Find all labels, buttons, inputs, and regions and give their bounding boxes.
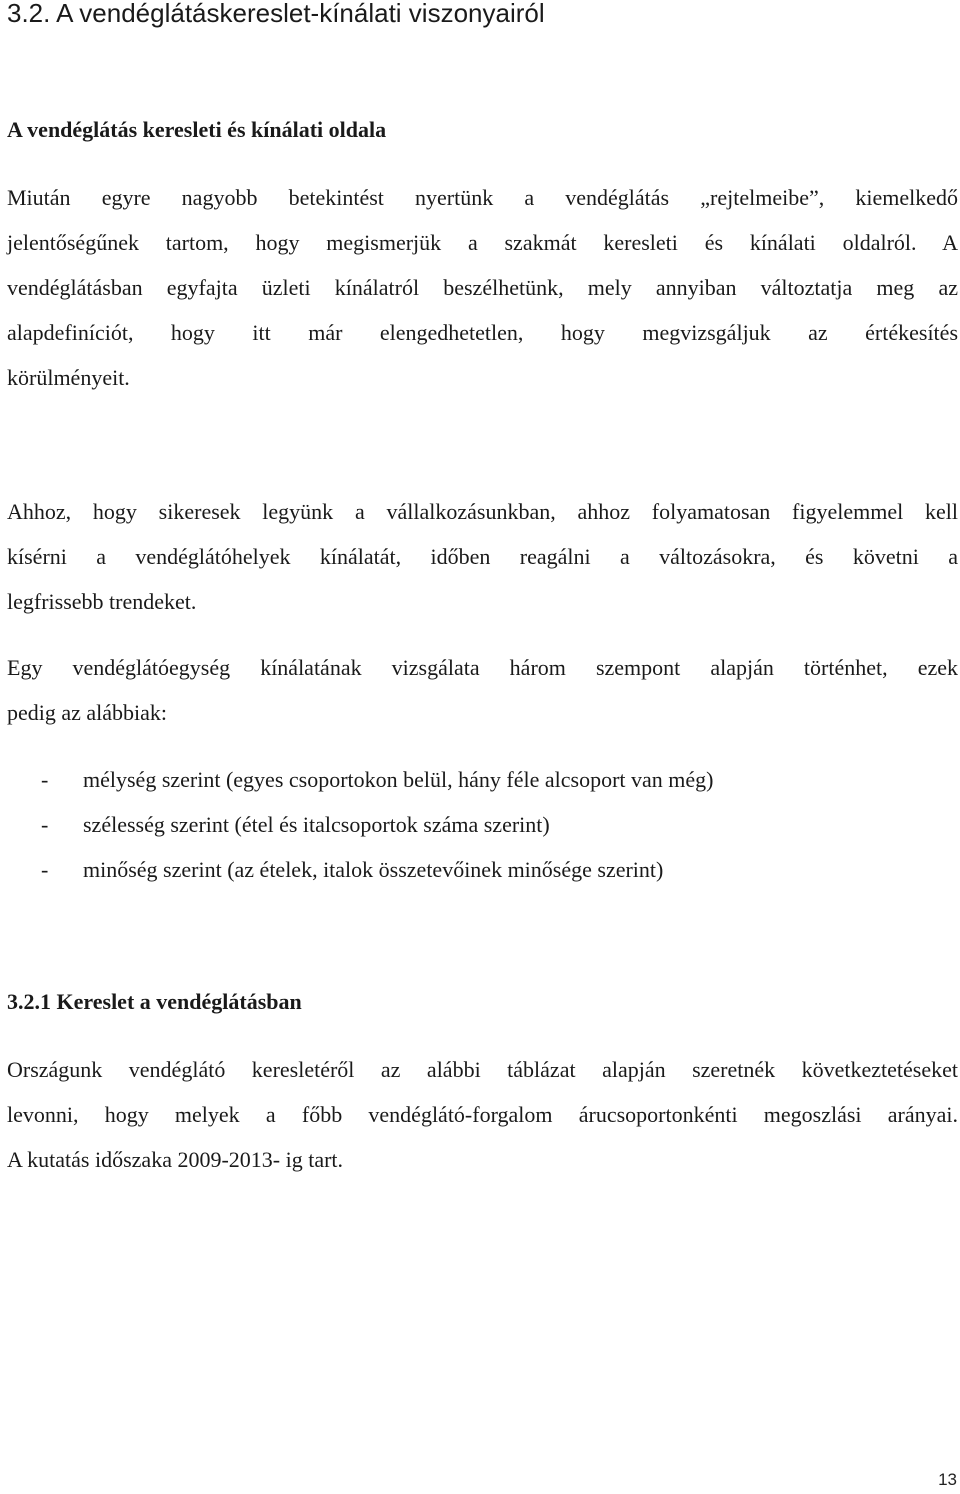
paragraph-line: Miután egyre nagyobb betekintést nyertünk a vendéglátás „rejtelmeibe”, kiemelkedő [7,185,958,210]
list-bullet: - [41,857,49,882]
list-bullet: - [41,812,49,837]
page-number: 13 [938,1470,957,1489]
paragraph-line: legfrissebb trendeket. [7,589,197,614]
paragraph-criteria [7,645,958,735]
list-item-text: mélység szerint (egyes csoportokon belül, hány féle alcsoport van még) [83,767,714,792]
paragraph-line: pedig az alábbiak: [7,700,168,725]
list-item-text: szélesség szerint (étel és italcsoportok száma szerint) [83,812,550,837]
paragraph-intro [7,175,958,400]
criteria-list [7,757,947,892]
section-heading: 3.2.1 Kereslet a vendéglátásban [7,989,302,1014]
paragraph-line: Országunk vendéglátó keresletéről az alábbi táblázat alapján szeretnék következtetéseket [7,1057,958,1082]
paragraph-line: Ahhoz, hogy sikeresek legyünk a vállalkozásunkban, ahhoz folyamatosan figyelemmel kell [7,499,958,524]
paragraph-line: Egy vendéglátóegység kínálatának vizsgálata három szempont alapján történhet, ezek [7,655,958,680]
paragraph-demand [7,1047,958,1182]
paragraph-line: A kutatás időszaka 2009-2013- ig tart. [7,1147,344,1172]
paragraph-line: alapdefiníciót, hogy itt már elengedhetetlen, hogy megvizsgáljuk az értékesítés [7,320,958,345]
paragraph-line: körülményeit. [7,365,130,390]
paragraph-line: levonni, hogy melyek a főbb vendéglátó-forgalom árucsoportonkénti megoszlási arányai. [7,1102,958,1127]
list-item-text: minőség szerint (az ételek, italok összetevőinek minősége szerint) [83,857,664,882]
list-item [7,757,947,802]
chapter-heading: 3.2. A vendéglátáskereslet-kínálati viszonyairól [7,0,545,28]
paragraph-line: jelentőségűnek tartom, hogy megismerjük a szakmát keresleti és kínálati oldalról. A [7,230,958,255]
list-bullet: - [41,767,49,792]
list-item [7,802,947,847]
list-item [7,847,947,892]
paragraph-business [7,489,958,624]
subsection-heading: A vendéglátás keresleti és kínálati oldala [7,117,387,142]
paragraph-line: kísérni a vendéglátóhelyek kínálatát, időben reagálni a változásokra, és követni a [7,544,958,569]
paragraph-line: vendéglátásban egyfajta üzleti kínálatról beszélhetünk, mely annyiban változtatja meg az [7,275,958,300]
